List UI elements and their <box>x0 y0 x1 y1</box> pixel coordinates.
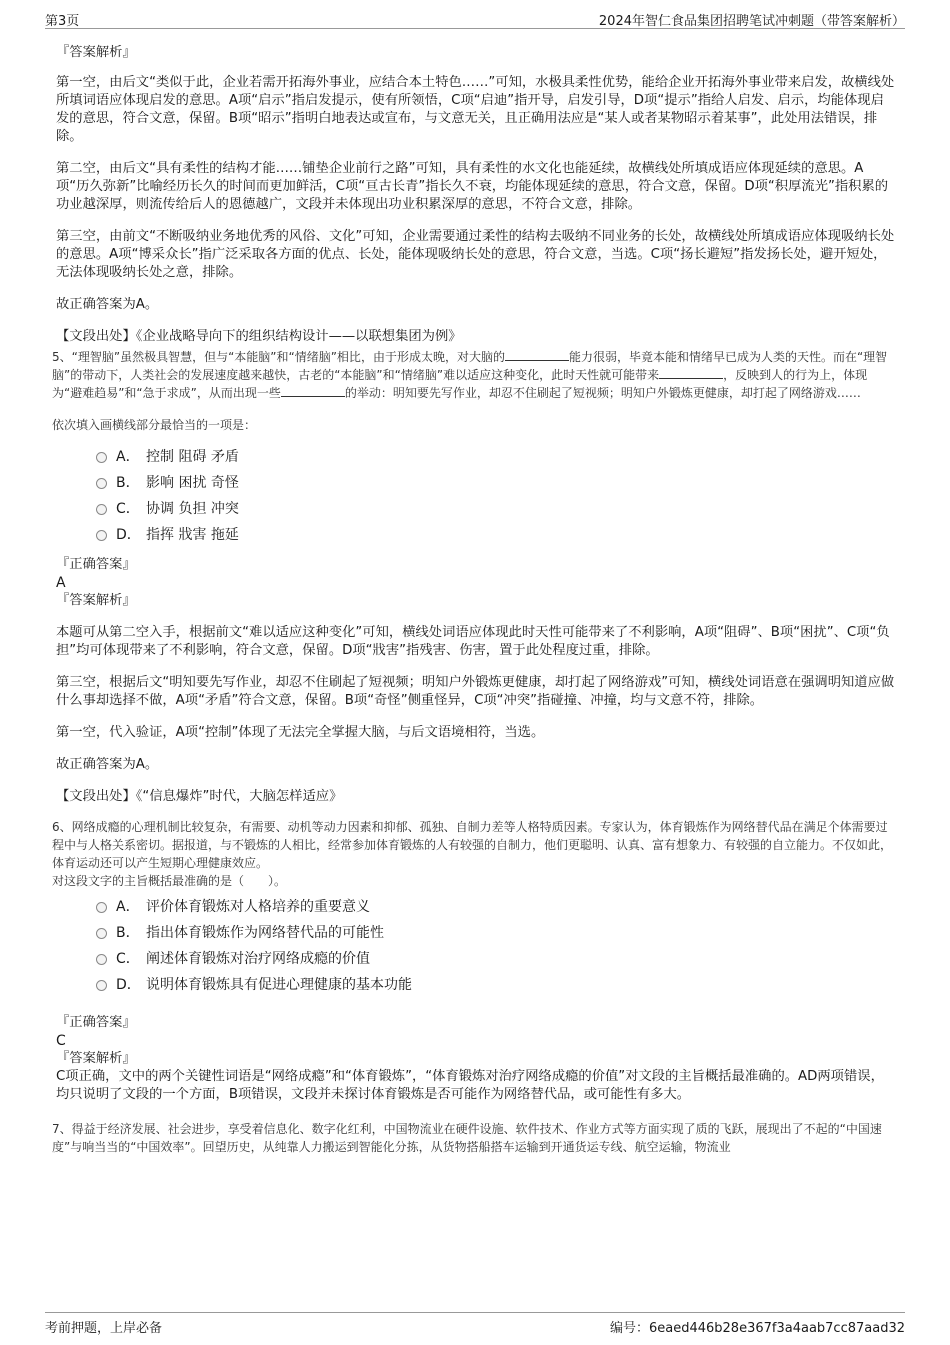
blank-2 <box>659 366 723 379</box>
option-letter: D． <box>116 527 141 543</box>
q5-conclusion: 故正确答案为A。 <box>56 757 159 772</box>
radio-icon[interactable] <box>96 928 107 939</box>
document-code: 编号：6eaed446b28e367f3a4aab7cc87aad32 <box>609 1321 905 1336</box>
q6-option-d[interactable] <box>96 972 896 998</box>
q6-option-c[interactable] <box>96 946 896 972</box>
q5-source: 【文段出处】《“信息爆炸”时代，大脑怎样适应》 <box>56 789 343 804</box>
radio-icon[interactable] <box>96 980 107 991</box>
option-text: 评价体育锻炼对人格培养的重要意义 <box>146 899 370 915</box>
option-text: 说明体育锻炼具有促进心理健康的基本功能 <box>146 977 412 993</box>
option-text: 控制 阻碍 矛盾 <box>146 449 239 465</box>
main-content <box>52 44 896 1156</box>
q4-analysis-para-1: 第一空，由后文“类似于此，企业若需开拓海外事业，应结合本土特色……”可知，水极具柔性优势，能给企业开拓海外事业带来启发，故横线处所填词语应体现启发的意思。A项“启示”指启发提示，使有所领悟，C项“启迪”指开导，启发引导，D项“提示”指给人启发、启示，均能体现启发的意思，符合文意，保留。B项“昭示”指明白地表达或宣布，与文意无关，且正确用法应是“某人或者某物昭示着某事”，此处用法错误，排除。 <box>56 75 895 144</box>
q5-correct-label: 『正确答案』 <box>56 557 136 572</box>
document-title: 2024年智仁食品集团招聘笔试冲刺题（带答案解析） <box>598 14 905 29</box>
option-letter: D． <box>116 977 141 993</box>
q5-option-d[interactable] <box>96 522 896 548</box>
option-text: 指挥 戕害 拖延 <box>146 527 239 543</box>
q6-option-b[interactable] <box>96 920 896 946</box>
q6-option-a[interactable] <box>96 894 896 920</box>
q5-stem <box>52 348 896 402</box>
radio-icon[interactable] <box>96 902 107 913</box>
q7-stem: 7、得益于经济发展、社会进步，享受着信息化、数字化红利，中国物流业在硬件设施、软件技术、作业方式等方面实现了质的飞跃，展现出了不起的“中国速度”与响当当的“中国效率”。回望历史，从纯靠人力搬运到智能化分拣，从货物搭船搭车运输到开通货运专线、航空运输，物流业 <box>52 1122 882 1154</box>
q6-analysis-label: 『答案解析』 <box>56 1051 136 1066</box>
q4-source: 【文段出处】《企业战略导向下的组织结构设计——以联想集团为例》 <box>56 329 462 344</box>
option-text: 阐述体育锻炼对治疗网络成瘾的价值 <box>146 951 370 967</box>
radio-icon[interactable] <box>96 478 107 489</box>
q6-question: 对这段文字的主旨概括最准确的是（ ）。 <box>52 874 287 888</box>
q5-correct-answer: A <box>56 575 66 591</box>
option-letter: C． <box>116 501 140 517</box>
blank-1 <box>505 348 569 361</box>
footer-slogan: 考前押题，上岸必备 <box>45 1321 163 1336</box>
q4-analysis-label: 『答案解析』 <box>56 45 136 60</box>
q5-instruction: 依次填入画横线部分最恰当的一项是： <box>52 418 257 432</box>
q6-correct-answer: C <box>56 1033 66 1049</box>
q5-analysis-label: 『答案解析』 <box>56 593 136 608</box>
option-letter: B． <box>116 925 140 941</box>
blank-3 <box>281 384 345 397</box>
q6-analysis: C项正确，文中的两个关键性词语是“网络成瘾”和“体育锻炼”，“体育锻炼对治疗网络成瘾的价值”对文段的主旨概括最准确的。AD两项错误，均只说明了文段的一个方面，B项错误，文段并未探讨体育锻炼是否可能作为网络替代品，或可能性有多大。 <box>56 1069 884 1102</box>
option-letter: A． <box>116 899 140 915</box>
q5-stem-part-c: ，反映到人的行为上，体现为“避难趋易”和“急于求成”，从而出现一些 <box>52 368 868 400</box>
page-header <box>45 8 905 29</box>
q5-option-b[interactable] <box>96 470 896 496</box>
option-letter: A． <box>116 449 140 465</box>
page-number: 第3页 <box>45 14 80 29</box>
q4-conclusion: 故正确答案为A。 <box>56 297 159 312</box>
option-text: 影响 困扰 奇怪 <box>146 475 239 491</box>
option-letter: B． <box>116 475 140 491</box>
q5-options <box>96 444 896 548</box>
q5-option-c[interactable] <box>96 496 896 522</box>
option-text: 协调 负担 冲突 <box>146 501 239 517</box>
q5-analysis-para-3: 第一空，代入验证，A项“控制”体现了无法完全掌握大脑，与后文语境相符，当选。 <box>56 725 545 740</box>
radio-icon[interactable] <box>96 530 107 541</box>
q5-stem-part-b: 能力很弱，毕竟本能和情绪早已成为人类的天性。而在“理智脑”的带动下，人类社会的发展速度越来越快，古老的“本能脑”和“情绪脑”难以适应这种变化，此时天性就可能带来 <box>52 350 888 382</box>
option-text: 指出体育锻炼作为网络替代品的可能性 <box>146 925 384 941</box>
radio-icon[interactable] <box>96 452 107 463</box>
q6-correct-label: 『正确答案』 <box>56 1015 136 1030</box>
q6-options <box>96 894 896 998</box>
q5-analysis-para-1: 本题可从第二空入手，根据前文“难以适应这种变化”可知，横线处词语应体现此时天性可能带来了不利影响，A项“阻碍”、B项“困扰”、C项“负担”均可体现带来了不利影响，符合文意，保留。D项“戕害”指残害、伤害，置于此处程度过重，排除。 <box>56 625 890 658</box>
q6-stem: 6、网络成瘾的心理机制比较复杂，有需要、动机等动力因素和抑郁、孤独、自制力差等人格特质因素。专家认为，体育锻炼作为网络替代品在满足个体需要过程中与人格关系密切。据报道，与不锻炼的人相比，经常参加体育锻炼的人有较强的自制力，他们更聪明、认真、富有想象力、有较强的自立能力。不仅如此，体育运动还可以产生短期心理健康效应。 <box>52 820 893 870</box>
q5-stem-part-d: 的举动：明知要先写作业，却忍不住刷起了短视频；明知户外锻炼更健康，却打起了网络游戏…… <box>344 386 861 400</box>
option-letter: C． <box>116 951 140 967</box>
q4-analysis-para-3: 第三空，由前文“不断吸纳业务地优秀的风俗、文化”可知，企业需要通过柔性的结构去吸纳不同业务的长处，故横线处所填成语应体现吸纳长处的意思。A项“博采众长”指广泛采取各方面的优点、长处，能体现吸纳长处的意思，符合文意，当选。C项“扬长避短”指发扬长处，避开短处，无法体现吸纳长处之意，排除。 <box>56 229 895 280</box>
q4-analysis-para-2: 第二空，由后文“具有柔性的结构才能……铺垫企业前行之路”可知，具有柔性的水文化也能延续，故横线处所填成语应体现延续的意思。A项“历久弥新”比喻经历长久的时间而更加鲜活，C项“亘古长青”指长久不衰，均能体现延续的意思，符合文意，保留。D项“积厚流光”指积累的功业越深厚，则流传给后人的恩德越广，文段并未体现出功业积累深厚的意思，不符合文意，排除。 <box>56 161 889 212</box>
page-footer <box>45 1312 905 1335</box>
radio-icon[interactable] <box>96 504 107 515</box>
q5-stem-part-a: 5、“理智脑”虽然极具智慧，但与“本能脑”和“情绪脑”相比，由于形成太晚，对大脑的 <box>52 350 505 364</box>
q5-analysis-para-2: 第三空，根据后文“明知要先写作业，却忍不住刷起了短视频；明知户外锻炼更健康，却打起了网络游戏”可知，横线处词语意在强调明知道应做什么事却选择不做，A项“矛盾”符合文意，保留。B项“奇怪”侧重怪异，C项“冲突”指碰撞、冲撞，均与文意不符，排除。 <box>56 675 895 708</box>
q5-option-a[interactable] <box>96 444 896 470</box>
radio-icon[interactable] <box>96 954 107 965</box>
